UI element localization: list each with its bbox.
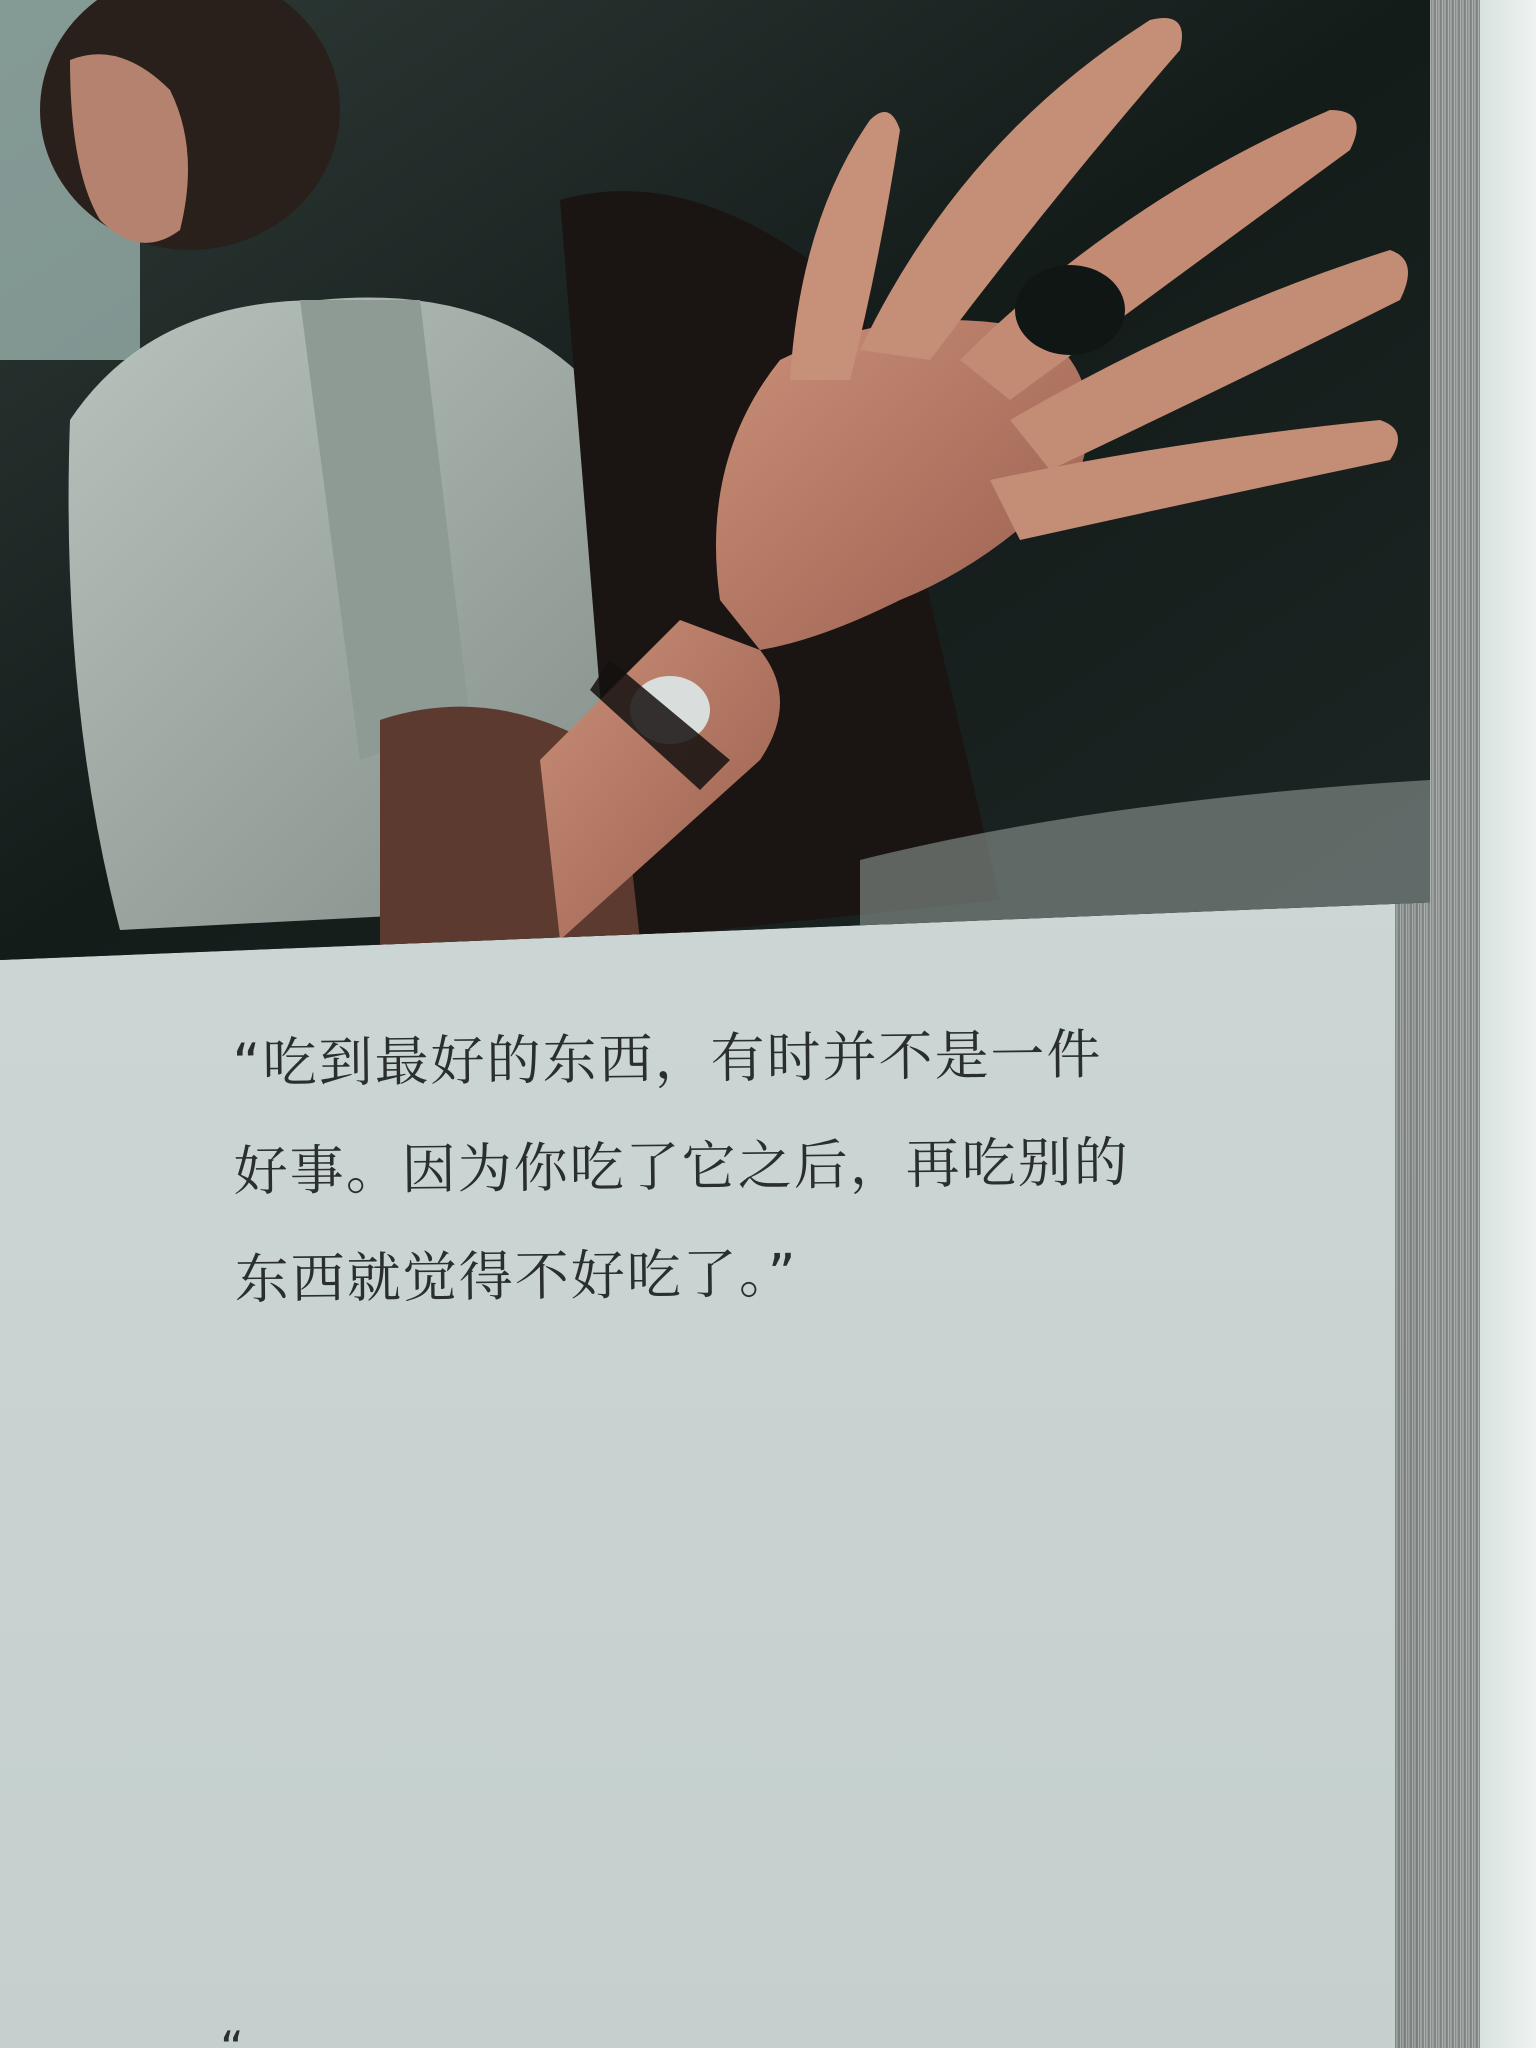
photo-illustration [0, 0, 1430, 960]
background-light [1480, 0, 1536, 2048]
next-quote-fragment: “ [220, 2021, 244, 2048]
quote-line-3: 东西就觉得不好吃了。” [234, 1242, 799, 1311]
quote-line-1: “吃到最好的东西，有时并不是一件 [232, 1022, 1103, 1095]
printed-quote [232, 998, 1355, 1334]
magazine-photo [0, 0, 1430, 960]
ring [1015, 265, 1125, 355]
quote-line-2: 好事。因为你吃了它之后，再吃别的 [233, 1130, 1130, 1203]
